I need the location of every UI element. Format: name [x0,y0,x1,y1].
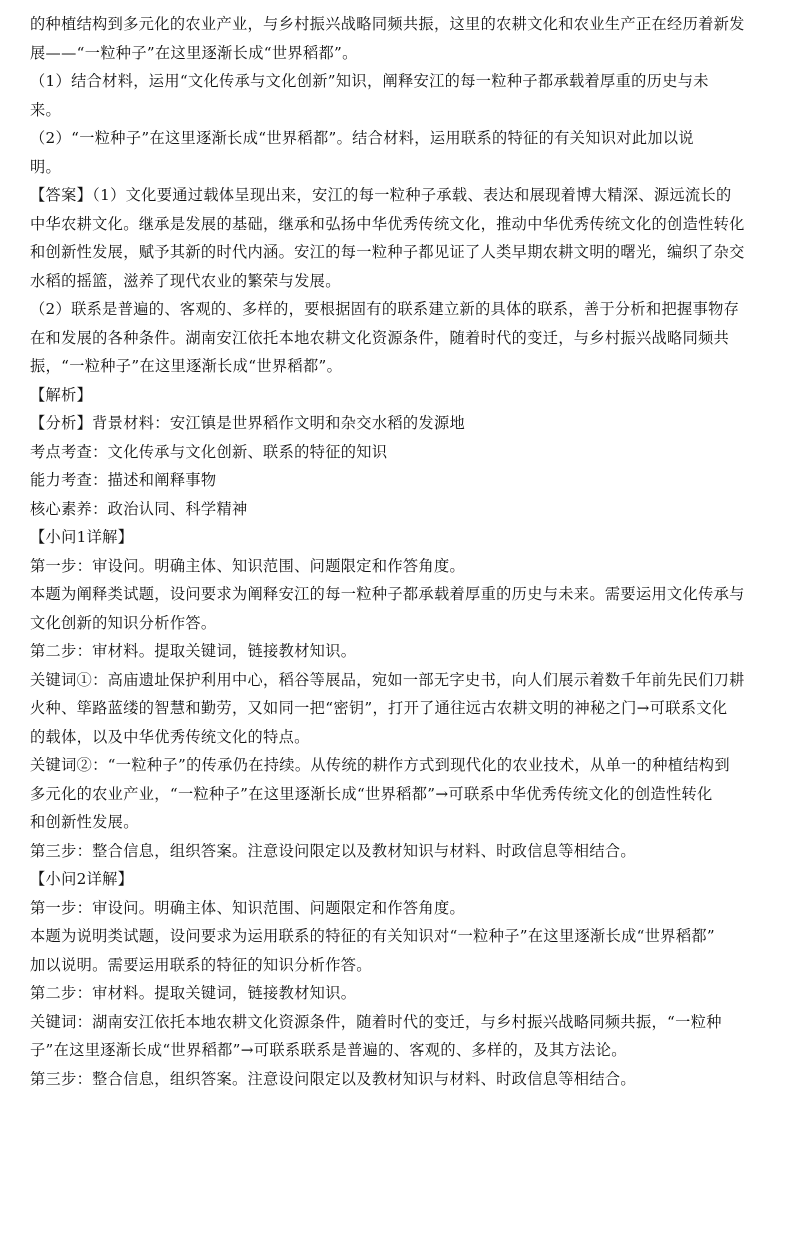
paragraph [30,552,776,581]
text-line: 的载体，以及中华优秀传统文化的特点。 [30,727,310,746]
paragraph [30,751,776,837]
text-line: （2）联系是普遍的、客观的、多样的，要根据固有的联系建立新的具体的联系，善于分析和把握事物存 [30,300,740,318]
text-line: 能力考查：描述和阐释事物 [30,471,217,489]
paragraph [30,666,776,752]
text-line: 明。 [30,157,62,176]
paragraph [30,837,776,866]
text-line: 本题为阐释类试题，设问要求为阐释安江的每一粒种子都承载着厚重的历史与未来。需要运用文化传承与 [30,585,745,603]
paragraph [30,10,776,67]
text-line: 火种、筚路蓝缕的智慧和勤劳，又如同一把“密钥”，打开了通往远古农耕文明的神秘之门→可联系文化 [30,699,728,717]
paragraph [30,67,776,124]
paragraph [30,580,776,637]
text-line: 水稻的摇篮，滋养了现代农业的繁荣与发展。 [30,271,341,290]
text-line: 第二步：审材料。提取关键词，链接教材知识。 [30,984,357,1002]
text-line: 【解析】 [30,385,93,404]
text-line: 在和发展的各种条件。湖南安江依托本地农耕文化资源条件，随着时代的变迁，与乡村振兴战略同频共 [30,328,730,347]
paragraph [30,979,776,1008]
paragraph [30,865,776,894]
text-line: 和创新性发展。 [30,813,139,831]
paragraph [30,438,776,467]
paragraph [30,124,776,181]
text-line: 子”在这里逐渐长成“世界稻都”→可联系联系是普遍的、客观的、多样的，及其方法论。 [30,1041,627,1059]
paragraph [30,637,776,666]
paragraph [30,1065,776,1094]
text-line: 关键词：湖南安江依托本地农耕文化资源条件，随着时代的变迁，与乡村振兴战略同频共振，“一粒种 [30,1012,722,1031]
text-line: 第三步：整合信息，组织答案。注意设问限定以及教材知识与材料、时政信息等相结合。 [30,1069,636,1088]
paragraph [30,523,776,552]
paragraph [30,922,776,979]
paragraph [30,181,776,295]
text-line: 多元化的农业产业，“一粒种子”在这里逐渐长成“世界稻都”→可联系中华优秀传统文化的创造性转化 [30,784,713,803]
paragraph [30,1008,776,1065]
text-line: （1）结合材料，运用“文化传承与文化创新”知识，阐释安江的每一粒种子都承载着厚重的历史与未 [30,72,709,90]
paragraph [30,295,776,381]
text-line: 中华农耕文化。继承是发展的基础，继承和弘扬中华优秀传统文化，推动中华优秀传统文化的创造性转化 [30,214,745,233]
paragraph [30,495,776,524]
text-line: 第一步：审设问。明确主体、知识范围、问题限定和作答角度。 [30,898,466,917]
text-line: 【答案】（1）文化要通过载体呈现出来，安江的每一粒种子承载、表达和展现着博大精深、源远流长的 [30,186,732,204]
document-page [30,10,776,1093]
text-line: 考点考查：文化传承与文化创新、联系的特征的知识 [30,442,388,461]
text-line: 文化创新的知识分析作答。 [30,613,217,632]
text-line: 第二步：审材料。提取关键词，链接教材知识。 [30,642,357,660]
text-line: 【小问2详解】 [30,870,134,888]
text-line: （2）“一粒种子”在这里逐渐长成“世界稻都”。结合材料，运用联系的特征的有关知识对此加以说 [30,129,694,147]
paragraph [30,409,776,438]
text-line: 关键词①：高庙遗址保护利用中心，稻谷等展品，宛如一部无字史书，向人们展示着数千年前先民们刀耕 [30,670,745,689]
text-line: 展——“一粒种子”在这里逐渐长成“世界稻都”。 [30,43,358,62]
paragraph [30,381,776,410]
text-line: 本题为说明类试题，设问要求为运用联系的特征的有关知识对“一粒种子”在这里逐渐长成“世界稻都” [30,927,716,945]
text-line: 的种植结构到多元化的农业产业，与乡村振兴战略同频共振，这里的农耕文化和农业生产正在经历着新发 [30,15,745,33]
text-line: 第三步：整合信息，组织答案。注意设问限定以及教材知识与材料、时政信息等相结合。 [30,841,636,860]
text-line: 核心素养：政治认同、科学精神 [30,499,248,518]
text-line: 振，“一粒种子”在这里逐渐长成“世界稻都”。 [30,357,343,375]
paragraph [30,894,776,923]
text-line: 来。 [30,100,62,119]
text-line: 加以说明。需要运用联系的特征的知识分析作答。 [30,955,372,974]
text-line: 第一步：审设问。明确主体、知识范围、问题限定和作答角度。 [30,556,466,575]
text-line: 【小问1详解】 [30,528,134,546]
text-line: 【分析】背景材料：安江镇是世界稻作文明和杂交水稻的发源地 [30,414,466,432]
paragraph [30,466,776,495]
text-line: 和创新性发展，赋予其新的时代内涵。安江的每一粒种子都见证了人类早期农耕文明的曙光，编织了杂交 [30,243,745,261]
text-line: 关键词②：“一粒种子”的传承仍在持续。从传统的耕作方式到现代化的农业技术，从单一的种植结构到 [30,756,730,774]
